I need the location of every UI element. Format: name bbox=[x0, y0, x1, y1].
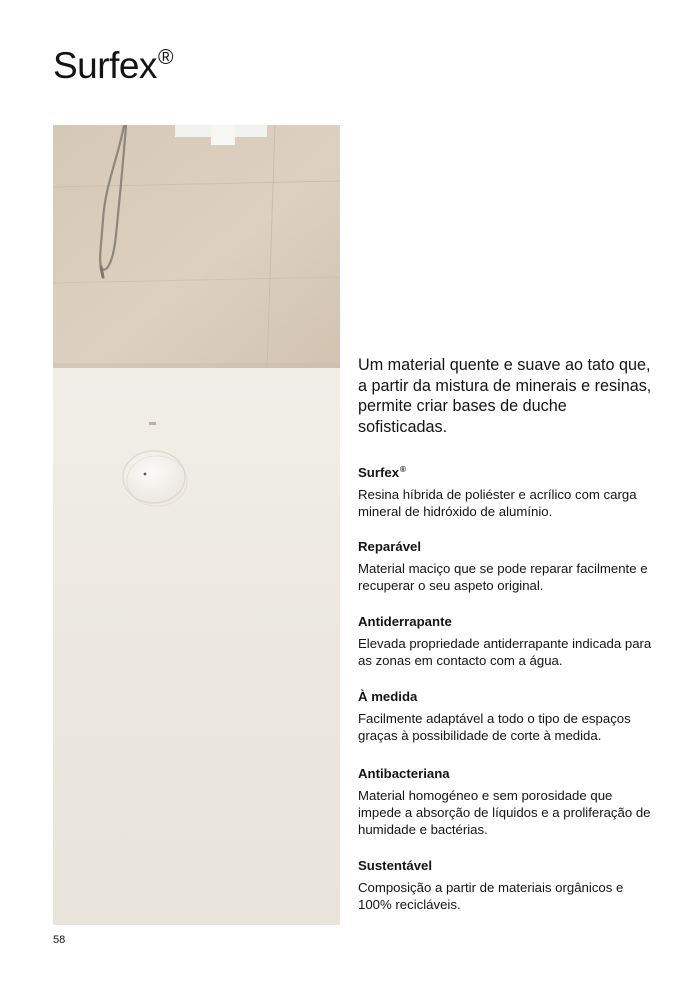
page-number: 58 bbox=[53, 934, 66, 946]
feature-description: Material homogéneo e sem porosidade que impede a absorção de líquidos e a proliferação de humidade e bactérias. bbox=[358, 788, 651, 837]
feature-antibacteriana bbox=[358, 766, 658, 838]
feature-description: Facilmente adaptável a todo o tipo de espaços graças à possibilidade de corte à medida. bbox=[358, 711, 631, 743]
feature-title: À medida bbox=[358, 689, 418, 704]
feature-description: Material maciço que se pode reparar facilmente e recuperar o seu aspeto original. bbox=[358, 561, 648, 593]
feature-title: Antiderrapante bbox=[358, 614, 452, 629]
feature-title: Antibacteriana bbox=[358, 766, 450, 781]
feature-title: Sustentável bbox=[358, 858, 433, 873]
product-photo bbox=[53, 125, 340, 925]
feature-surfex bbox=[358, 462, 658, 520]
shower-tray bbox=[53, 368, 340, 925]
feature-title: Surfex® bbox=[358, 465, 406, 480]
feature-reparavel bbox=[358, 539, 658, 594]
feature-description: Resina híbrida de poliéster e acrílico com carga mineral de hidróxido de alumínio. bbox=[358, 487, 637, 519]
feature-sustentavel bbox=[358, 858, 658, 913]
registered-mark: ® bbox=[157, 46, 173, 69]
intro-text: Um material quente e suave ao tato que, a partir da mistura de minerais e resinas, permite criar bases de duche sofisticadas. bbox=[358, 356, 652, 436]
registered-mark: ® bbox=[400, 465, 406, 474]
feature-antiderrapante bbox=[358, 614, 658, 669]
wall-tiles bbox=[53, 125, 340, 370]
page-title-text: Surfex bbox=[53, 45, 157, 86]
feature-title: Reparável bbox=[358, 539, 422, 554]
feature-description: Composição a partir de materiais orgânicos e 100% recicláveis. bbox=[358, 880, 624, 912]
page-title bbox=[53, 46, 173, 87]
feature-description: Elevada propriedade antiderrapante indicada para as zonas em contacto com a água. bbox=[358, 636, 652, 668]
feature-a-medida bbox=[358, 689, 658, 744]
